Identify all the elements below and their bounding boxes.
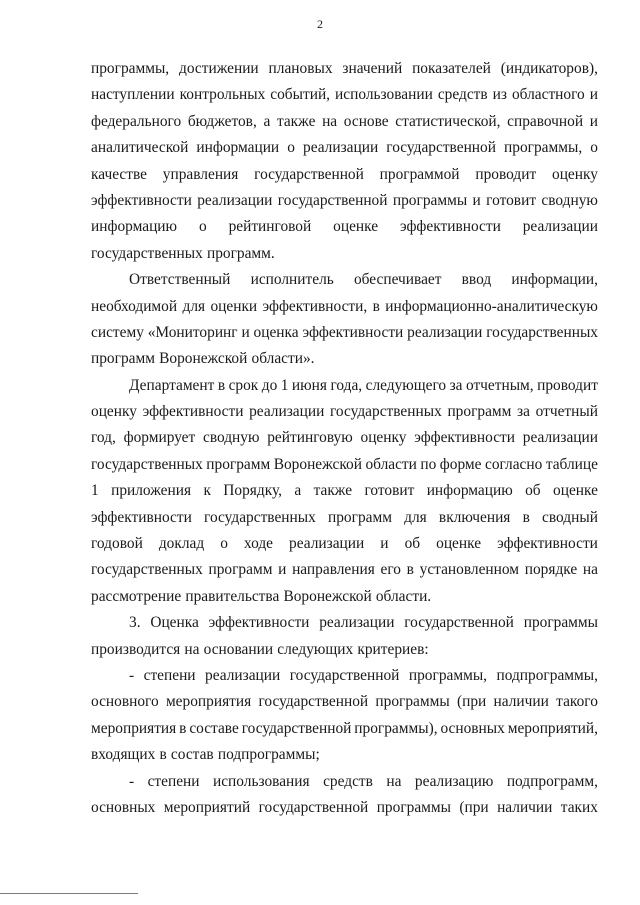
word: программы), bbox=[354, 719, 438, 737]
word: значений bbox=[342, 60, 403, 77]
word: государственной bbox=[404, 614, 514, 632]
word: средств bbox=[323, 772, 373, 790]
word: реализации bbox=[197, 191, 273, 209]
word: для bbox=[404, 508, 427, 526]
word: таблице bbox=[545, 455, 598, 473]
word: необходимой bbox=[91, 297, 178, 315]
word: программ bbox=[206, 455, 271, 473]
word: сводную bbox=[202, 429, 260, 447]
word: и bbox=[278, 561, 287, 579]
word: показателей bbox=[412, 60, 491, 77]
word: степени bbox=[147, 772, 200, 790]
word: к bbox=[203, 482, 211, 500]
word: реализации bbox=[522, 218, 598, 236]
word: и bbox=[589, 112, 598, 130]
word: оценку bbox=[91, 403, 137, 421]
word: (при bbox=[456, 693, 487, 711]
word: год, bbox=[91, 429, 116, 447]
word: согласно bbox=[484, 455, 543, 473]
word: готовит bbox=[486, 191, 537, 209]
word: подпрограммы, bbox=[496, 666, 598, 684]
word: достижении bbox=[179, 60, 259, 77]
text-line bbox=[91, 135, 598, 161]
word: программ bbox=[447, 403, 512, 421]
word: исполнитель bbox=[250, 271, 334, 289]
word: области bbox=[365, 455, 417, 473]
word: проводит bbox=[537, 376, 598, 394]
word: состав bbox=[170, 746, 214, 764]
word: информации, bbox=[511, 271, 598, 289]
text-line bbox=[91, 716, 598, 742]
text-line bbox=[91, 399, 598, 425]
text-line bbox=[91, 425, 598, 451]
word: программ bbox=[208, 561, 273, 579]
word: эффективности, bbox=[262, 297, 368, 315]
word: плановых bbox=[268, 60, 333, 77]
word: степени bbox=[143, 666, 196, 684]
word: государственных bbox=[204, 508, 316, 526]
word: наличии bbox=[497, 798, 553, 816]
word: составе bbox=[189, 719, 239, 737]
word: подпрограмм, bbox=[506, 772, 598, 790]
word: Воронежской bbox=[159, 350, 248, 368]
page-number: 2 bbox=[317, 17, 323, 31]
word: программ bbox=[328, 508, 392, 526]
word: из bbox=[492, 86, 507, 104]
word: мероприятия bbox=[91, 719, 177, 737]
word: июня bbox=[291, 376, 327, 394]
word: эффективности bbox=[208, 614, 310, 632]
word: Воронежской bbox=[273, 455, 362, 473]
word: информации bbox=[196, 139, 280, 157]
word: и bbox=[241, 323, 250, 341]
word: реализации bbox=[407, 323, 483, 341]
text-line bbox=[91, 320, 598, 346]
word: оценка bbox=[253, 323, 299, 341]
word: также bbox=[313, 482, 353, 500]
text-line bbox=[91, 689, 598, 715]
text-line bbox=[91, 769, 598, 795]
word: основных bbox=[440, 719, 505, 737]
text-line bbox=[91, 584, 598, 610]
text-line bbox=[91, 267, 598, 293]
word: подпрограммы; bbox=[217, 746, 320, 764]
word: в bbox=[217, 376, 226, 394]
word: программы, bbox=[408, 666, 488, 684]
word: оценке bbox=[333, 218, 379, 236]
word: в bbox=[372, 297, 380, 315]
word: 3. bbox=[129, 614, 141, 632]
word: до bbox=[261, 376, 278, 394]
word: государственных bbox=[486, 323, 598, 341]
word: его bbox=[380, 561, 401, 579]
text-line bbox=[91, 610, 598, 636]
text-line bbox=[91, 56, 598, 82]
word: и bbox=[472, 191, 481, 209]
paragraph bbox=[91, 663, 598, 769]
text-line bbox=[91, 505, 598, 531]
word: Ответственный bbox=[129, 271, 231, 289]
word: программой bbox=[379, 165, 460, 183]
text-line bbox=[91, 452, 598, 478]
word: федерального bbox=[91, 112, 182, 130]
word: событий, bbox=[270, 86, 331, 104]
word: реализации bbox=[522, 429, 598, 447]
word: мероприятий bbox=[163, 798, 251, 816]
word: установленном bbox=[419, 561, 520, 579]
text-line bbox=[91, 637, 598, 663]
word: по bbox=[420, 455, 437, 473]
word: реализации bbox=[205, 666, 281, 684]
word: государственной bbox=[277, 191, 388, 209]
word: информацию bbox=[426, 482, 513, 500]
word: основании bbox=[203, 640, 274, 658]
word: оценки bbox=[210, 297, 258, 315]
word: проводит bbox=[475, 165, 537, 183]
word: оценке bbox=[436, 535, 482, 553]
word: (при bbox=[459, 798, 489, 816]
word: 1 bbox=[280, 376, 289, 394]
word: ввод bbox=[461, 271, 492, 289]
word: областного bbox=[511, 86, 585, 104]
word: бюджетов, bbox=[187, 112, 257, 130]
word: годовой bbox=[91, 535, 143, 553]
word: средств bbox=[437, 86, 488, 104]
word: основного bbox=[91, 693, 159, 711]
word: и bbox=[380, 535, 389, 553]
text-line bbox=[91, 795, 598, 821]
word: государственных bbox=[91, 455, 203, 473]
word: о bbox=[220, 535, 228, 553]
word: приложения bbox=[111, 482, 192, 500]
word: а bbox=[294, 482, 302, 500]
word: на bbox=[184, 640, 200, 658]
word: также bbox=[276, 112, 316, 130]
word: отчетным, bbox=[465, 376, 534, 394]
paragraph bbox=[91, 373, 598, 611]
word: отчетный bbox=[535, 403, 598, 421]
paragraph bbox=[91, 56, 598, 267]
word: доклад bbox=[158, 535, 205, 553]
word: государственных bbox=[91, 561, 203, 579]
text-line bbox=[91, 241, 598, 267]
word: статистической, bbox=[395, 112, 501, 130]
word: оценке bbox=[553, 482, 598, 500]
word: включения bbox=[438, 508, 511, 526]
word: эффективности bbox=[142, 403, 244, 421]
word: правительства bbox=[185, 587, 280, 605]
word: реализации bbox=[303, 139, 379, 157]
paragraph bbox=[91, 267, 598, 373]
text-line bbox=[91, 373, 598, 399]
word: использовании bbox=[335, 86, 433, 104]
word: рейтинговой bbox=[228, 218, 312, 236]
word: государственных bbox=[329, 403, 442, 421]
text-line bbox=[91, 663, 598, 689]
word: эффективности bbox=[91, 508, 192, 526]
word: на bbox=[582, 561, 598, 579]
document-body bbox=[91, 56, 598, 821]
word: государственной bbox=[258, 798, 369, 816]
word: информацию bbox=[91, 218, 178, 236]
word: программы bbox=[523, 614, 598, 632]
text-line bbox=[91, 82, 598, 108]
word: готовит bbox=[364, 482, 415, 500]
word: производится bbox=[91, 640, 181, 658]
word: наступлении bbox=[91, 86, 175, 104]
word: - bbox=[129, 666, 135, 684]
text-line bbox=[91, 109, 598, 135]
word: рассмотрение bbox=[91, 587, 182, 605]
word: о bbox=[287, 139, 295, 157]
word: государственной bbox=[258, 693, 369, 711]
word: оценку bbox=[360, 429, 407, 447]
word: справочной bbox=[507, 112, 584, 130]
word: в bbox=[522, 508, 530, 526]
word: за bbox=[449, 376, 463, 394]
text-line bbox=[91, 214, 598, 240]
word: основных bbox=[91, 798, 156, 816]
word: форме bbox=[439, 455, 482, 473]
word: направления bbox=[292, 561, 375, 579]
word: государственной bbox=[241, 719, 352, 737]
word: Воронежской bbox=[283, 587, 372, 605]
word: государственной bbox=[289, 666, 400, 684]
word: программы bbox=[375, 693, 450, 711]
word: «Мониторинг bbox=[147, 323, 238, 341]
word: эффективности bbox=[91, 191, 192, 209]
word: эффективности bbox=[302, 323, 404, 341]
text-line bbox=[91, 531, 598, 557]
word: такого bbox=[556, 693, 598, 711]
text-line bbox=[91, 478, 598, 504]
word: порядке bbox=[524, 561, 578, 579]
word: о bbox=[198, 218, 207, 236]
word: мероприятия bbox=[165, 693, 252, 711]
word: в bbox=[406, 561, 414, 579]
word: Оценка bbox=[150, 614, 199, 632]
word: программ. bbox=[206, 244, 275, 262]
word: информационно-аналитическую bbox=[385, 297, 598, 315]
word: систему bbox=[91, 323, 144, 341]
word: контрольных bbox=[179, 86, 266, 104]
word: на bbox=[386, 772, 402, 790]
word: а bbox=[263, 112, 271, 130]
word: на bbox=[322, 112, 338, 130]
word: государственной bbox=[254, 165, 364, 183]
word: ходе bbox=[243, 535, 273, 553]
word: формирует bbox=[123, 429, 196, 447]
text-line bbox=[91, 188, 598, 214]
word: и bbox=[589, 86, 598, 104]
word: реализации bbox=[289, 535, 365, 553]
paragraph bbox=[91, 769, 598, 822]
word: использования bbox=[212, 772, 310, 790]
word: входящих bbox=[91, 746, 156, 764]
word: Департамент bbox=[129, 376, 215, 394]
word: таких bbox=[560, 798, 598, 816]
word: Порядку, bbox=[223, 482, 282, 500]
word: наличии bbox=[493, 693, 549, 711]
word: государственной bbox=[386, 139, 496, 157]
word: рейтинговую bbox=[267, 429, 353, 447]
word: об bbox=[525, 482, 541, 500]
text-line bbox=[91, 742, 598, 768]
word: срок bbox=[228, 376, 259, 394]
word: эффективности bbox=[400, 218, 501, 236]
word: эффективности bbox=[497, 535, 598, 553]
footer-rule bbox=[0, 893, 138, 894]
word: качестве bbox=[91, 165, 147, 183]
word: основе bbox=[343, 112, 389, 130]
word: программы, bbox=[504, 139, 583, 157]
word: для bbox=[182, 297, 206, 315]
word: в bbox=[159, 746, 167, 764]
word: эффективности bbox=[414, 429, 516, 447]
word: критериев: bbox=[357, 640, 429, 658]
text-line bbox=[91, 162, 598, 188]
word: обеспечивает bbox=[353, 271, 442, 289]
word: области. bbox=[375, 587, 432, 605]
text-line bbox=[91, 294, 598, 320]
word: программ bbox=[91, 350, 155, 368]
word: в bbox=[179, 719, 187, 737]
word: реализацию bbox=[414, 772, 494, 790]
word: за bbox=[517, 403, 530, 421]
word: года, bbox=[330, 376, 363, 394]
word: программы, bbox=[91, 60, 170, 77]
word: - bbox=[129, 772, 135, 790]
word: о bbox=[590, 139, 598, 157]
word: (индикаторов), bbox=[500, 60, 598, 77]
word: оценку bbox=[552, 165, 598, 183]
word: области». bbox=[251, 350, 315, 368]
text-line bbox=[91, 557, 598, 583]
word: сводный bbox=[542, 508, 598, 526]
word: аналитической bbox=[91, 139, 189, 157]
word: следующих bbox=[277, 640, 354, 658]
paragraph bbox=[91, 610, 598, 663]
word: мероприятий, bbox=[507, 719, 598, 737]
word: реализации bbox=[249, 403, 325, 421]
text-line bbox=[91, 346, 598, 372]
word: 1 bbox=[91, 482, 99, 500]
word: реализации bbox=[319, 614, 395, 632]
word: сводную bbox=[541, 191, 598, 209]
word: об bbox=[404, 535, 421, 553]
word: следующего bbox=[365, 376, 447, 394]
word: управления bbox=[162, 165, 239, 183]
word: программы bbox=[392, 191, 468, 209]
word: государственных bbox=[91, 244, 203, 262]
word: программы bbox=[376, 798, 451, 816]
